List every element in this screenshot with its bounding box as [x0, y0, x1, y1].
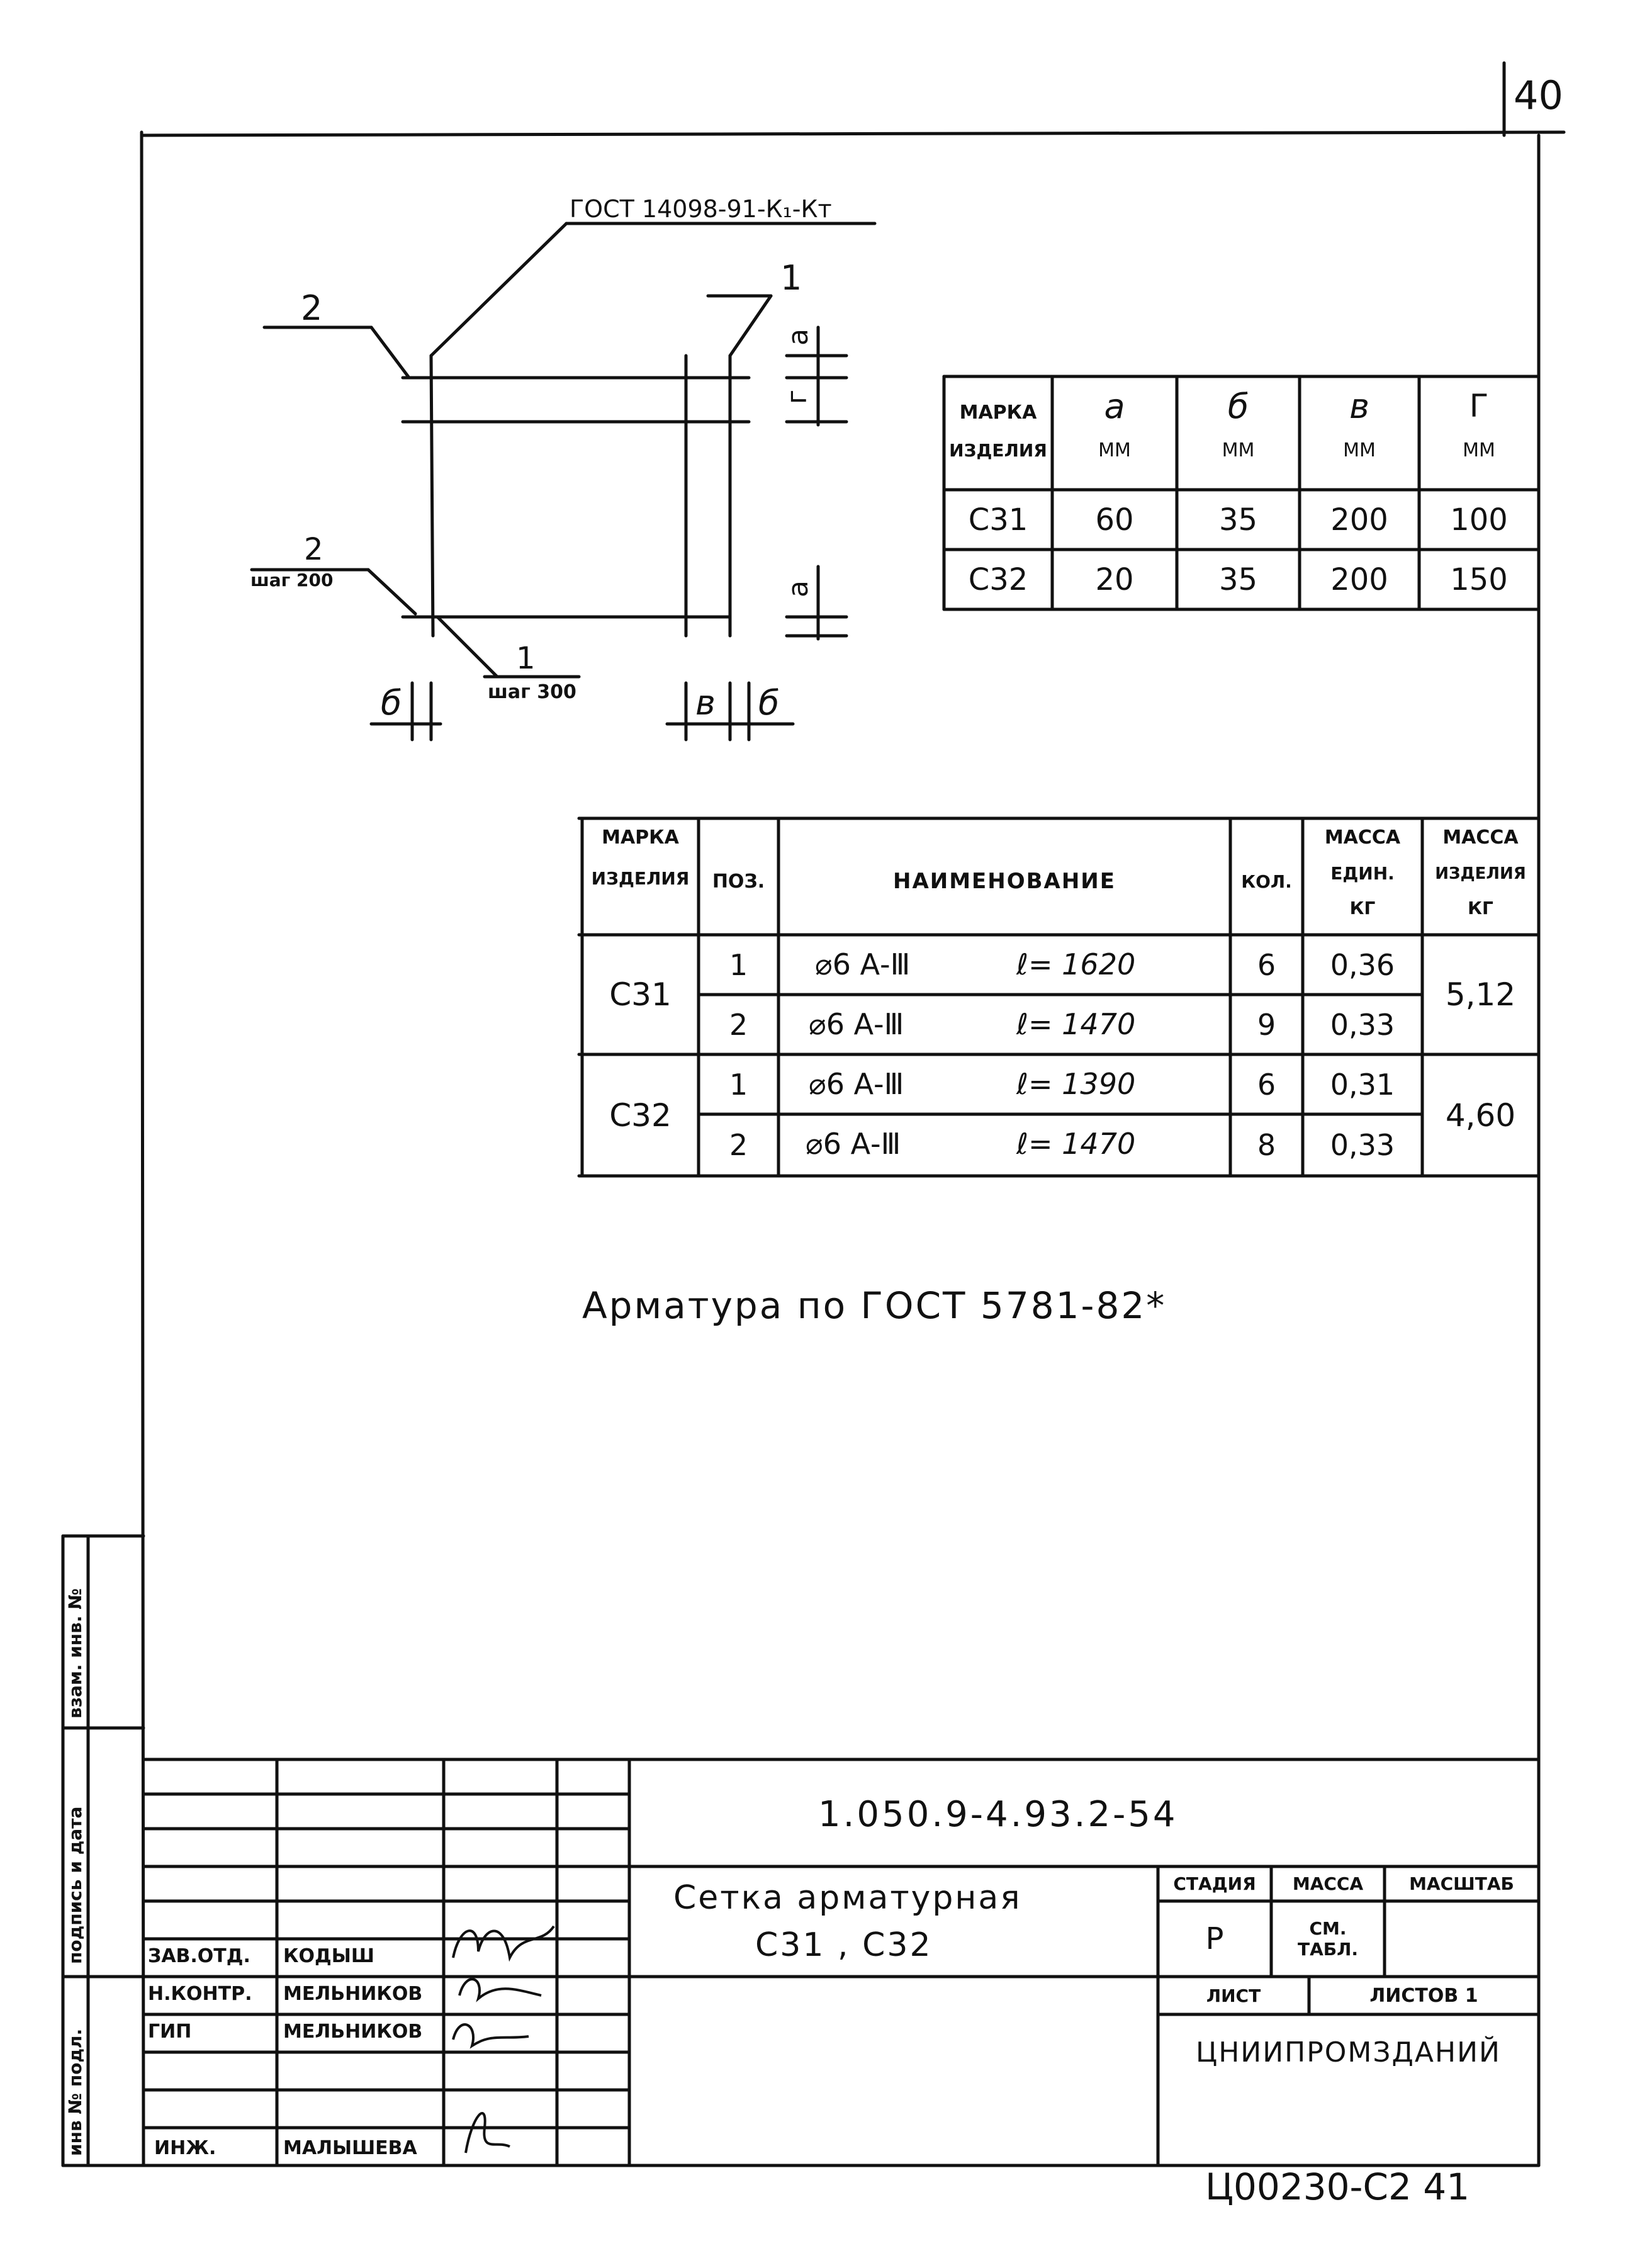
mass-label: МАССА: [1292, 1873, 1364, 1894]
spec-c31-r1-name: ⌀6 А-Ⅲ: [815, 947, 911, 981]
spec-group-c31-total: 5,12: [1445, 976, 1516, 1013]
spec-header-name: НАИМЕНОВАНИЕ: [892, 869, 1116, 894]
bar-1-top-label: 1: [780, 258, 802, 298]
signature-malysheva: [466, 2113, 510, 2153]
spec-header-item-mass-1: МАССА: [1442, 826, 1519, 849]
dim-header-v: в: [1349, 386, 1369, 426]
staff-name-malysheva: МАЛЫШЕВА: [283, 2137, 417, 2159]
step-200-label: шаг 200: [250, 570, 334, 590]
spec-header-mark-1: МАРКА: [602, 826, 679, 849]
bar-2-top-label: 2: [301, 288, 323, 328]
dim-header-b: б: [1227, 386, 1249, 426]
dim-header-mark-bottom: ИЗДЕЛИЯ: [949, 439, 1047, 461]
spec-c31-r2-name: ⌀6 А-Ⅲ: [809, 1007, 904, 1041]
sheet-label: ЛИСТ: [1206, 1985, 1261, 2006]
spec-c32-r2-pos: 2: [729, 1128, 748, 1162]
spec-c32-r2-qty: 8: [1257, 1128, 1276, 1162]
dim-row-c32-b: 35: [1218, 562, 1258, 597]
drawing-title-line-1: Сетка арматурная: [673, 1879, 1022, 1917]
dim-row-c32-g: 150: [1450, 562, 1508, 597]
dim-row-c32-a: 20: [1095, 562, 1134, 597]
spec-group-c32-total: 4,60: [1445, 1097, 1516, 1134]
page-number: 40: [1514, 72, 1563, 118]
bar-1-bottom-label: 1: [516, 641, 536, 676]
staff-name-kodysh: КОДЫШ: [283, 1945, 374, 1967]
sheets-label: ЛИСТОВ 1: [1369, 1984, 1478, 2007]
dim-header-v-unit: ММ: [1343, 439, 1376, 461]
staff-name-melnikov-2: МЕЛЬНИКОВ: [283, 2021, 423, 2043]
stage-value: Р: [1205, 1921, 1224, 1956]
spec-c32-r1-len: ℓ= 1390: [1016, 1067, 1136, 1101]
spec-group-c32-mark: С32: [609, 1097, 671, 1134]
side-stamp-sign-date: подпись и дата: [65, 1806, 86, 1964]
spec-header-unit-mass-1: МАССА: [1324, 826, 1401, 849]
staff-role-zav-otd: ЗАВ.ОТД.: [148, 1945, 250, 1967]
drawing-title-line-2: С31 , С32: [755, 1926, 933, 1964]
scale-label: МАСШТАБ: [1409, 1873, 1514, 1894]
spec-header-item-mass-2: ИЗДЕЛИЯ: [1435, 864, 1526, 883]
dim-row-c32-v: 200: [1330, 562, 1388, 597]
dim-b-right-label: б: [758, 683, 780, 723]
dim-g-label: г: [781, 389, 814, 405]
dim-row-c31-g: 100: [1450, 502, 1508, 538]
staff-role-gip: ГИП: [148, 2021, 192, 2043]
spec-c31-r1-mass: 0,36: [1330, 947, 1395, 982]
dim-header-g-unit: ММ: [1463, 439, 1495, 461]
spec-c31-r1-pos: 1: [729, 947, 748, 982]
spec-c32-r1-pos: 1: [729, 1067, 748, 1102]
step-300-label: шаг 300: [488, 681, 576, 703]
reinforcement-note: Арматура по ГОСТ 5781-82*: [582, 1284, 1167, 1327]
spec-c32-r2-name: ⌀6 А-Ⅲ: [806, 1127, 901, 1161]
spec-c32-r1-mass: 0,31: [1330, 1067, 1395, 1102]
staff-role-n-kontr: Н.КОНТР.: [148, 1983, 252, 2005]
spec-header-unit-mass-2: ЕДИН.: [1330, 863, 1395, 884]
signature-melnikov-1: [459, 1979, 541, 1999]
document-code: 1.050.9-4.93.2-54: [818, 1794, 1178, 1835]
spec-group-c31-mark: С31: [609, 976, 671, 1013]
spec-c32-r1-name: ⌀6 А-Ⅲ: [809, 1067, 904, 1101]
spec-c32-r1-qty: 6: [1257, 1067, 1276, 1102]
dim-row-c31-a: 60: [1095, 502, 1134, 538]
dim-row-c31-b: 35: [1218, 502, 1258, 538]
dim-header-g: Г: [1469, 388, 1489, 424]
spec-c32-r2-mass: 0,33: [1330, 1128, 1395, 1162]
spec-c31-r2-qty: 9: [1257, 1007, 1276, 1042]
signature-kodysh: [453, 1926, 554, 1958]
spec-header-qty: КОЛ.: [1241, 871, 1292, 892]
mass-value: СМ. ТАБЛ.: [1297, 1918, 1358, 1960]
dim-a-bottom-label: а: [782, 580, 814, 597]
spec-c31-r1-len: ℓ= 1620: [1016, 947, 1136, 981]
bar-2-left-label: 2: [304, 532, 323, 567]
dim-header-mark-top: МАРКА: [959, 401, 1037, 424]
staff-role-inzh: ИНЖ.: [154, 2137, 216, 2159]
signature-melnikov-2: [453, 2024, 529, 2046]
spec-header-unit-mass-3: КГ: [1349, 898, 1376, 918]
spec-header-pos: ПОЗ.: [712, 870, 765, 893]
signatures: [453, 1926, 554, 2153]
footer-stamp: Ц00230-С2 41: [1205, 2165, 1470, 2208]
dim-row-c31-mark: С31: [968, 502, 1028, 538]
dim-b-left-label: б: [381, 683, 402, 723]
dim-header-a: а: [1104, 386, 1125, 426]
spec-header-item-mass-3: КГ: [1468, 898, 1493, 918]
staff-name-melnikov-1: МЕЛЬНИКОВ: [283, 1983, 423, 2005]
spec-header-mark-2: ИЗДЕЛИЯ: [591, 867, 690, 889]
dim-v-label: в: [695, 683, 716, 723]
side-stamp-vzam-inv: взам. инв. №: [65, 1588, 86, 1719]
dim-row-c31-v: 200: [1330, 502, 1388, 538]
mesh-sketch: [252, 223, 875, 740]
spec-c31-r1-qty: 6: [1257, 947, 1276, 982]
spec-c32-r2-len: ℓ= 1470: [1016, 1127, 1136, 1161]
dim-row-c32-mark: С32: [968, 562, 1028, 597]
organization-name: ЦНИИПРОМЗДАНИЙ: [1196, 2036, 1501, 2069]
side-stamp-inv-orig: инв № подл.: [65, 2028, 86, 2156]
spec-c31-r2-pos: 2: [729, 1007, 748, 1042]
stage-label: СТАДИЯ: [1173, 1873, 1256, 1894]
dim-header-a-unit: ММ: [1098, 439, 1131, 461]
dim-header-b-unit: ММ: [1222, 439, 1255, 461]
dim-a-top-label: а: [782, 329, 814, 346]
gost-mesh-label: ГОСТ 14098-91-К₁-Кт: [570, 195, 832, 223]
spec-c31-r2-mass: 0,33: [1330, 1007, 1395, 1042]
spec-c31-r2-len: ℓ= 1470: [1016, 1007, 1136, 1041]
